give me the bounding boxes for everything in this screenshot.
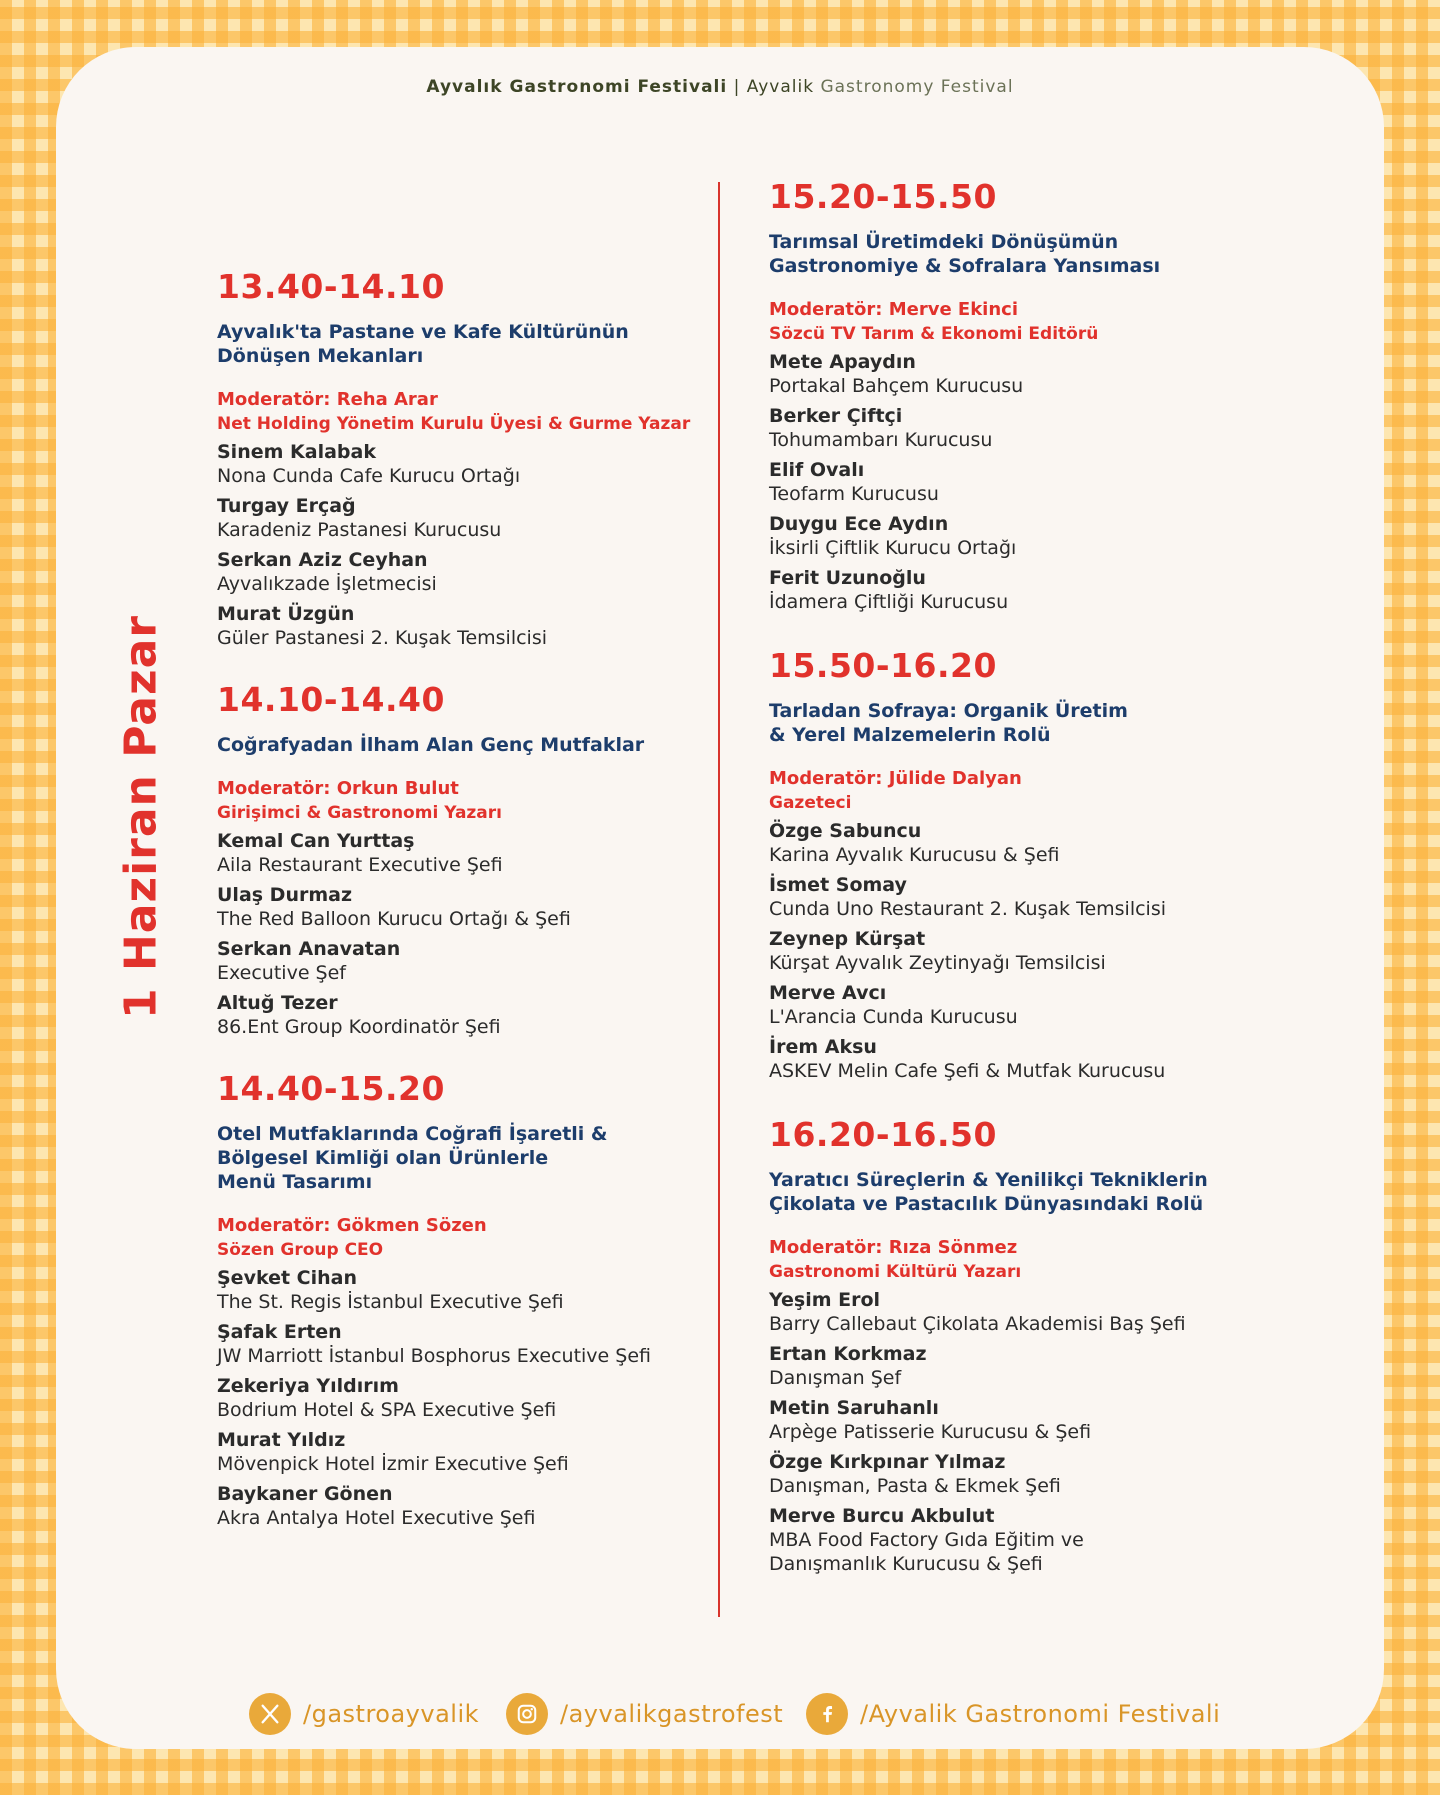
- speaker: [769, 819, 1289, 867]
- session-block: [217, 680, 737, 1039]
- moderator-name: Moderatör: Reha Arar: [217, 389, 438, 410]
- speaker-role: Arpège Patisserie Kurucusu & Şefi: [769, 1421, 1092, 1443]
- speaker-name: İrem Aksu: [769, 1036, 877, 1058]
- program-card: [56, 47, 1384, 1749]
- speaker: [217, 494, 737, 542]
- speaker: [217, 1266, 737, 1314]
- speaker-role: İksirli Çiftlik Kurucu Ortağı: [769, 537, 1017, 559]
- speaker: [769, 350, 1289, 398]
- moderator: [769, 298, 1289, 346]
- speaker-name: Altuğ Tezer: [217, 992, 338, 1014]
- speaker-role: Aila Restaurant Executive Şefi: [217, 854, 503, 876]
- speaker-name: Sinem Kalabak: [217, 441, 376, 463]
- session-time: 13.40-14.10: [217, 267, 445, 306]
- session-time: 16.20-16.50: [769, 1115, 997, 1154]
- speaker-name: Serkan Anavatan: [217, 938, 401, 960]
- speaker-role: JW Marriott İstanbul Bosphorus Executive Şefi: [217, 1345, 651, 1367]
- moderator-role: Girişimci & Gastronomi Yazarı: [217, 803, 502, 823]
- speaker-name: Duygu Ece Aydın: [769, 513, 949, 535]
- festival-title: Ayvalık Gastronomi Festivali | Ayvalik Gastronomy Festival: [426, 77, 1014, 97]
- speaker-role: Güler Pastanesi 2. Kuşak Temsilcisi: [217, 627, 548, 649]
- social-instagram[interactable]: /ayvalikgastrofest: [506, 1693, 783, 1735]
- moderator: [217, 1214, 737, 1262]
- speaker: [769, 1450, 1289, 1498]
- speaker-name: Merve Burcu Akbulut: [769, 1505, 995, 1527]
- speaker-role: ASKEV Melin Cafe Şefi & Mutfak Kurucusu: [769, 1060, 1166, 1082]
- speaker-name: Metin Saruhanlı: [769, 1397, 939, 1419]
- speaker-role: Tohumambarı Kurucusu: [769, 429, 993, 451]
- session-title: Yaratıcı Süreçlerin & Yenilikçi Tekniklerin Çikolata ve Pastacılık Dünyasındaki Rolü: [769, 1169, 1208, 1215]
- moderator: [217, 388, 737, 436]
- speaker-role: Bodrium Hotel & SPA Executive Şefi: [217, 1399, 557, 1421]
- session-title: Ayvalık'ta Pastane ve Kafe Kültürünün Dönüşen Mekanları: [217, 321, 629, 367]
- speaker: [769, 981, 1289, 1029]
- speaker-role: Executive Şef: [217, 962, 346, 984]
- session-title: Coğrafyadan İlham Alan Genç Mutfaklar: [217, 734, 645, 756]
- speaker-name: Ferit Uzunoğlu: [769, 567, 926, 589]
- moderator-role: Sözcü TV Tarım & Ekonomi Editörü: [769, 324, 1099, 344]
- session-title: Otel Mutfaklarında Coğrafi İşaretli & Bölgesel Kimliği olan Ürünlerle Menü Tasarımı: [217, 1123, 608, 1193]
- moderator: [769, 767, 1289, 815]
- speaker-name: Özge Kırkpınar Yılmaz: [769, 1451, 1006, 1473]
- moderator: [217, 777, 737, 825]
- speaker-role: Nona Cunda Cafe Kurucu Ortağı: [217, 465, 521, 487]
- speaker-role: 86.Ent Group Koordinatör Şefi: [217, 1016, 501, 1038]
- speaker-role: Kürşat Ayvalık Zeytinyağı Temsilcisi: [769, 952, 1106, 974]
- session-block: [217, 1069, 737, 1530]
- speaker: [769, 1035, 1289, 1083]
- speaker-role: L'Arancia Cunda Kurucusu: [769, 1006, 1018, 1028]
- speaker: [217, 883, 737, 931]
- speaker-role: Teofarm Kurucusu: [769, 483, 939, 505]
- speaker-role: The Red Balloon Kurucu Ortağı & Şefi: [217, 908, 571, 930]
- speaker-name: Merve Avcı: [769, 982, 887, 1004]
- moderator-role: Gazeteci: [769, 793, 852, 813]
- speaker-name: Yeşim Erol: [769, 1289, 881, 1311]
- speaker-role: Danışman Şef: [769, 1367, 902, 1389]
- moderator-name: Moderatör: Merve Ekinci: [769, 299, 1019, 320]
- speaker-role: Danışman, Pasta & Ekmek Şefi: [769, 1475, 1061, 1497]
- moderator-name: Moderatör: Jülide Dalyan: [769, 768, 1022, 789]
- speaker: [217, 937, 737, 985]
- speaker-role: Karina Ayvalık Kurucusu & Şefi: [769, 844, 1060, 866]
- speaker-name: Kemal Can Yurttaş: [217, 830, 415, 852]
- speaker: [769, 1342, 1289, 1390]
- session-time: 14.10-14.40: [217, 680, 445, 719]
- speaker-role: Mövenpick Hotel İzmir Executive Şefi: [217, 1453, 569, 1475]
- speaker-name: Baykaner Gönen: [217, 1483, 393, 1505]
- speaker-name: İsmet Somay: [769, 874, 907, 896]
- moderator-name: Moderatör: Rıza Sönmez: [769, 1237, 1018, 1258]
- speaker: [217, 1374, 737, 1422]
- speaker: [769, 927, 1289, 975]
- speaker: [769, 404, 1289, 452]
- social-facebook[interactable]: /Ayvalik Gastronomi Festivali: [806, 1693, 1220, 1735]
- speaker-name: Ertan Korkmaz: [769, 1343, 927, 1365]
- speaker-role: Cunda Uno Restaurant 2. Kuşak Temsilcisi: [769, 898, 1167, 920]
- speaker: [217, 602, 737, 650]
- speaker-name: Şevket Cihan: [217, 1267, 357, 1289]
- speaker: [769, 1504, 1289, 1576]
- speaker-role: Akra Antalya Hotel Executive Şefi: [217, 1507, 536, 1529]
- session-time: 15.20-15.50: [769, 177, 997, 216]
- speaker: [217, 1482, 737, 1530]
- speaker-name: Berker Çiftçi: [769, 405, 903, 427]
- right-column: [769, 177, 1289, 1582]
- speaker: [769, 873, 1289, 921]
- speaker-name: Özge Sabuncu: [769, 820, 922, 842]
- moderator-role: Sözen Group CEO: [217, 1240, 384, 1260]
- session-block: [217, 267, 737, 650]
- speaker-role: Ayvalıkzade İşletmecisi: [217, 573, 437, 595]
- facebook-icon: [806, 1693, 848, 1735]
- speaker-role: Portakal Bahçem Kurucusu: [769, 375, 1024, 397]
- speaker: [769, 512, 1289, 560]
- speaker-name: Serkan Aziz Ceyhan: [217, 549, 428, 571]
- session-block: [769, 1115, 1289, 1576]
- day-label: 1 Haziran Pazar: [115, 615, 167, 1019]
- instagram-icon: [506, 1693, 548, 1735]
- moderator-name: Moderatör: Orkun Bulut: [217, 778, 459, 799]
- speaker: [217, 991, 737, 1039]
- speaker: [217, 1428, 737, 1476]
- speaker: [217, 440, 737, 488]
- speaker: [217, 829, 737, 877]
- speaker-name: Ulaş Durmaz: [217, 884, 353, 906]
- session-title: Tarladan Sofraya: Organik Üretim & Yerel Malzemelerin Rolü: [769, 700, 1128, 746]
- session-block: [769, 646, 1289, 1083]
- social-x[interactable]: /gastroayvalik: [249, 1693, 479, 1735]
- speaker: [769, 1288, 1289, 1336]
- moderator-role: Net Holding Yönetim Kurulu Üyesi & Gurme Yazar: [217, 414, 691, 434]
- moderator-role: Gastronomi Kültürü Yazarı: [769, 1262, 1022, 1282]
- x-icon: [249, 1693, 291, 1735]
- session-time: 15.50-16.20: [769, 646, 997, 685]
- speaker-name: Murat Üzgün: [217, 603, 355, 625]
- session-time: 14.40-15.20: [217, 1069, 445, 1108]
- left-column: [217, 267, 737, 1536]
- moderator: [769, 1236, 1289, 1284]
- speaker-name: Turgay Erçağ: [217, 495, 356, 517]
- speaker: [769, 1396, 1289, 1444]
- speaker-role: İdamera Çiftliği Kurucusu: [769, 591, 1009, 613]
- speaker-role: Barry Callebaut Çikolata Akademisi Baş Şefi: [769, 1313, 1186, 1335]
- speaker: [769, 458, 1289, 506]
- speaker-role: Karadeniz Pastanesi Kurucusu: [217, 519, 502, 541]
- speaker: [217, 548, 737, 596]
- speaker-name: Zekeriya Yıldırım: [217, 1375, 399, 1397]
- speaker-name: Zeynep Kürşat: [769, 928, 926, 950]
- speaker-name: Murat Yıldız: [217, 1429, 346, 1451]
- speaker-role: MBA Food Factory Gıda Eğitim ve Danışmanlık Kurucusu & Şefi: [769, 1529, 1084, 1575]
- moderator-name: Moderatör: Gökmen Sözen: [217, 1215, 487, 1236]
- session-block: [769, 177, 1289, 614]
- speaker-name: Mete Apaydın: [769, 351, 916, 373]
- speaker-role: The St. Regis İstanbul Executive Şefi: [217, 1291, 564, 1313]
- speaker: [769, 566, 1289, 614]
- social-footer: [56, 1693, 1384, 1745]
- speaker-name: Şafak Erten: [217, 1321, 342, 1343]
- session-title: Tarımsal Üretimdeki Dönüşümün Gastronomiye & Sofralara Yansıması: [769, 231, 1161, 277]
- speaker-name: Elif Ovalı: [769, 459, 865, 481]
- speaker: [217, 1320, 737, 1368]
